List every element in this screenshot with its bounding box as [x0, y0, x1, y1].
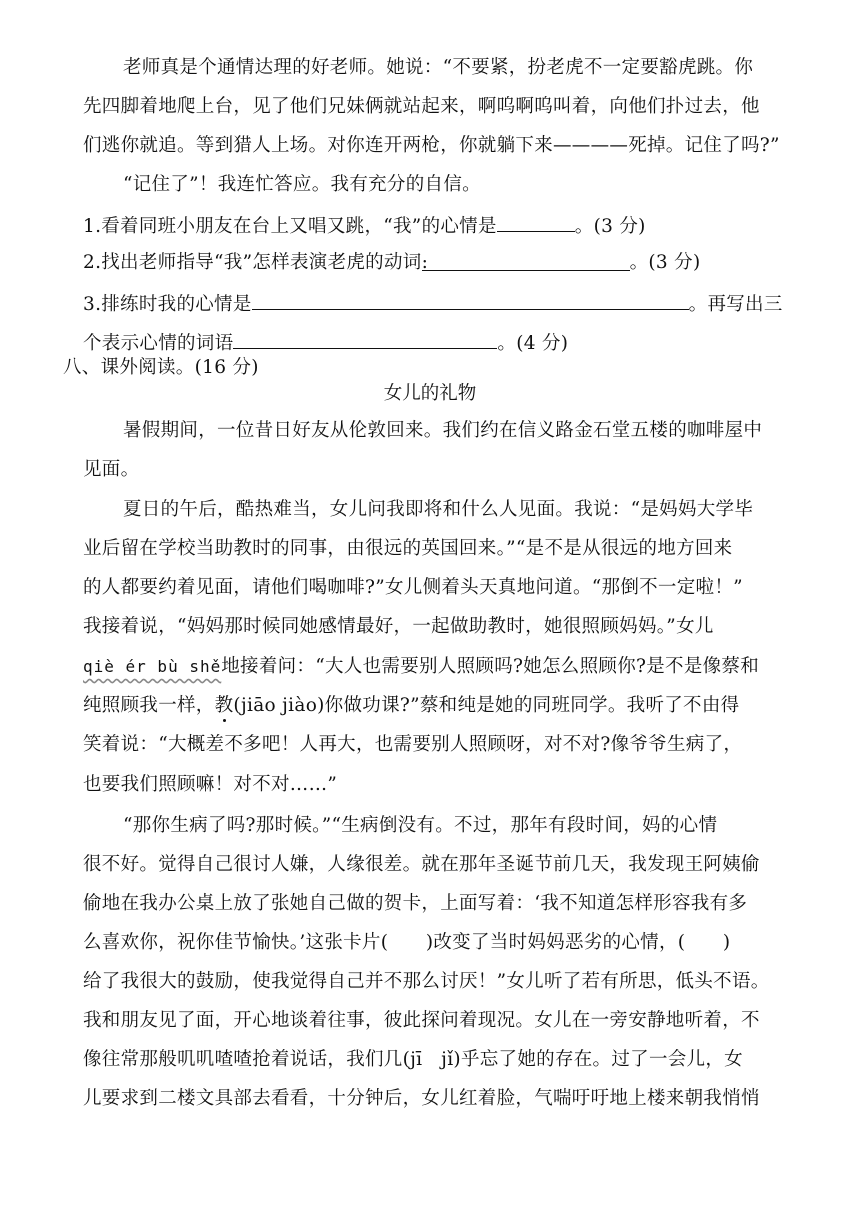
question-2 [83, 250, 700, 276]
answer-blank-3a[interactable] [252, 289, 689, 310]
pinyin-idiom-blank[interactable]: qiè ér bù shě [83, 657, 222, 676]
passage-line: 业后留在学校当助教时的同事，由很远的英国回来。”“是不是从很远的地方回来 [83, 538, 733, 559]
question-3-points: 。(4 分) [497, 333, 569, 354]
text-line: 先四脚着地爬上台，见了他们兄妹俩就站起来，啊呜啊呜叫着，向他们扑过去，他 [83, 96, 760, 117]
passage-line: 夏日的午后，酷热难当，女儿问我即将和什么人见面。我说：“是妈妈大学毕 [123, 499, 754, 520]
question-3 [83, 289, 783, 318]
passage-line: 的人都要约着见面，请他们喝咖啡?”女儿侧着头天真地问道。“那倒不一定啦！” [83, 577, 743, 598]
question-3-text: 3.排练时我的心情是 [83, 294, 252, 315]
passage-line: 笑着说：“大概差不多吧！人再大，也需要别人照顾呀，对不对?像爷爷生病了， [83, 734, 743, 755]
passage-line: 很不好。觉得自己很讨人嫌，人缘很差。就在那年圣诞节前几天，我发现王阿姨偷 [83, 854, 760, 875]
passage-line [83, 693, 739, 719]
answer-blank-3b[interactable] [233, 328, 497, 349]
question-1-text: 1.看着同班小朋友在台上又唱又跳，“我”的心情是 [83, 216, 497, 237]
text-line: 老师真是个通情达理的好老师。她说：“不要紧，扮老虎不一定要豁虎跳。你 [123, 57, 754, 78]
passage-line: 给了我很大的鼓励，使我觉得自己并不那么讨厌！”女儿听了若有所思，低头不语。 [83, 971, 770, 992]
answer-blank-1[interactable] [497, 211, 575, 232]
text-line: 们逃你就追。等到猎人上场。对你连开两枪，你就躺下来————死掉。记住了吗?” [83, 135, 780, 156]
passage-line: 偷地在我办公桌上放了张她自己做的贺卡，上面写着：‘我不知道怎样形容我有多 [83, 893, 748, 914]
dotted-character: 教 [214, 695, 234, 716]
question-1 [83, 211, 646, 240]
answer-blank-2[interactable] [422, 250, 630, 271]
passage-line: 我接着说，“妈妈那时候同她感情最好，一起做助教时，她很照顾妈妈。”女儿 [83, 616, 714, 637]
passage-line: 儿要求到二楼文具部去看看，十分钟后，女儿红着脸，气喘吁吁地上楼来朝我悄悄 [83, 1088, 760, 1109]
passage-text: (jiāo jiào)你做功课?”蔡和纯是她的同班同学。我听了不由得 [233, 695, 740, 716]
passage-line: 暑假期间，一位昔日好友从伦敦回来。我们约在信义路金石堂五楼的咖啡屋中 [123, 420, 763, 441]
passage-line: “那你生病了吗?那时候。”“生病倒没有。不过，那年有段时间，妈的心情 [123, 815, 718, 836]
passage-text: 纯照顾我一样， [83, 695, 215, 716]
passage-title: 女儿的礼物 [383, 383, 477, 404]
passage-line: 也要我们照顾嘛！对不对……” [83, 774, 338, 795]
passage-text: 地接着问：“大人也需要别人照顾吗?她怎么照顾你?是不是像蔡和 [221, 656, 760, 677]
question-2-text: 2.找出老师指导“我”怎样表演老虎的动词 [83, 252, 422, 273]
passage-line: 么喜欢你，祝你佳节愉快。’这张卡片( )改变了当时妈妈恶劣的心情，( ) [83, 932, 731, 953]
section-heading: 八、课外阅读。(16 分) [63, 357, 259, 378]
passage-line: 见面。 [83, 459, 140, 480]
question-1-points: 。(3 分) [574, 216, 646, 237]
passage-line: 我和朋友见了面，开心地谈着往事，彼此探问着现况。女儿在一旁安静地听着，不 [83, 1010, 760, 1031]
passage-line: 像往常那般叽叽喳喳抢着说话，我们几(jī jǐ)乎忘了她的存在。过了一会儿，女 [83, 1049, 743, 1070]
text-line: “记住了”！我连忙答应。我有充分的自信。 [123, 174, 481, 195]
passage-line [83, 654, 759, 680]
question-3-text2: 个表示心情的词语 [83, 333, 234, 354]
question-3-line2 [83, 328, 568, 357]
question-3-tail: 。再写出三 [688, 294, 783, 315]
question-2-points: 。(3 分) [629, 252, 701, 273]
question-2-colon: : [421, 252, 429, 273]
